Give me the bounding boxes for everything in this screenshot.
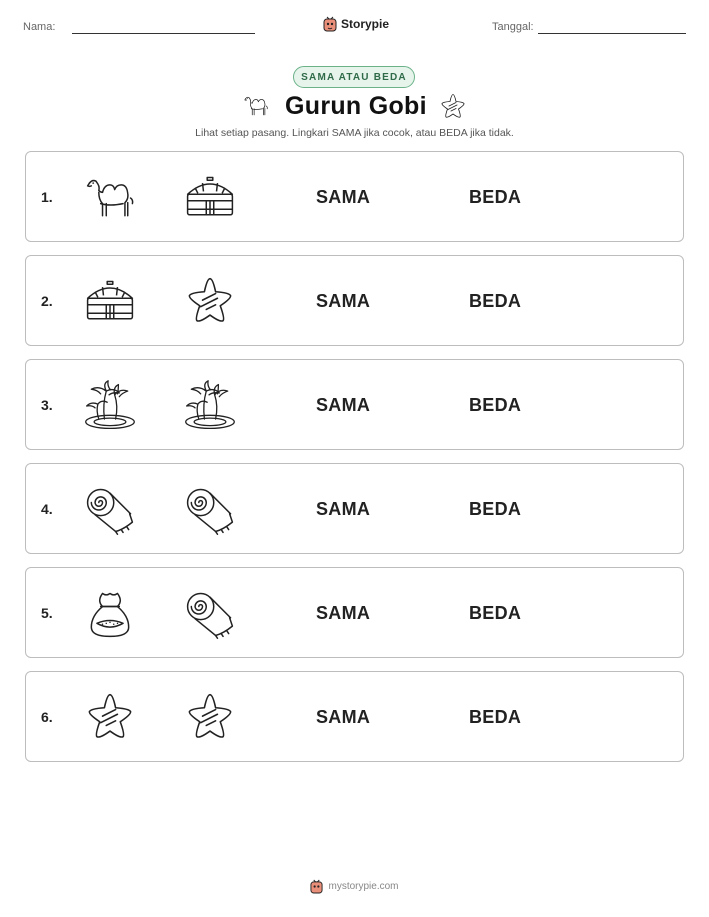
storypie-logo-icon xyxy=(310,879,323,894)
question-number: 3. xyxy=(41,397,53,413)
oasis-icon xyxy=(182,378,238,434)
question-row xyxy=(25,567,684,658)
same-option[interactable]: SAMA xyxy=(316,707,371,727)
header-bar xyxy=(0,14,709,38)
different-option[interactable]: BEDA xyxy=(469,291,522,311)
different-option[interactable]: BEDA xyxy=(469,395,522,415)
different-option[interactable]: BEDA xyxy=(469,499,522,519)
title-row xyxy=(0,88,709,128)
brand-logo xyxy=(323,14,389,34)
rolled-rug-icon xyxy=(82,482,138,538)
yurt-icon xyxy=(182,170,238,226)
footer-url[interactable]: mystorypie.com xyxy=(328,881,399,892)
date-label: Tanggal: xyxy=(492,21,534,33)
same-option[interactable]: SAMA xyxy=(316,499,371,519)
oasis-icon xyxy=(82,378,138,434)
name-label: Nama: xyxy=(23,21,56,33)
camel-icon xyxy=(82,170,138,226)
question-number: 1. xyxy=(41,189,53,205)
same-option[interactable]: SAMA xyxy=(316,603,371,623)
sack-icon xyxy=(82,586,138,642)
same-option[interactable]: SAMA xyxy=(316,291,371,311)
different-option[interactable]: BEDA xyxy=(469,187,522,207)
name-field[interactable] xyxy=(72,33,255,34)
date-field[interactable] xyxy=(538,33,686,34)
question-number: 2. xyxy=(41,293,53,309)
rolled-rug-icon xyxy=(182,482,238,538)
storypie-logo-icon xyxy=(323,16,337,32)
rolled-rug-icon xyxy=(182,586,238,642)
same-option[interactable]: SAMA xyxy=(316,395,371,415)
star-icon xyxy=(438,92,468,122)
question-row xyxy=(25,359,684,450)
worksheet-type-badge: SAMA ATAU BEDA xyxy=(293,66,415,88)
question-number: 6. xyxy=(41,709,53,725)
instructions: Lihat setiap pasang. Lingkari SAMA jika cocok, atau BEDA jika tidak. xyxy=(195,127,514,139)
star-icon xyxy=(182,690,238,746)
question-number: 4. xyxy=(41,501,53,517)
yurt-icon xyxy=(82,274,138,330)
footer xyxy=(0,879,709,894)
page-title: Gurun Gobi xyxy=(285,92,427,120)
question-row xyxy=(25,255,684,346)
brand-name: Storypie xyxy=(341,17,390,31)
camel-icon xyxy=(242,92,270,120)
star-icon xyxy=(182,274,238,330)
different-option[interactable]: BEDA xyxy=(469,603,522,623)
star-icon xyxy=(82,690,138,746)
question-row xyxy=(25,151,684,242)
same-option[interactable]: SAMA xyxy=(316,187,371,207)
question-number: 5. xyxy=(41,605,53,621)
question-row xyxy=(25,463,684,554)
question-row xyxy=(25,671,684,762)
different-option[interactable]: BEDA xyxy=(469,707,522,727)
